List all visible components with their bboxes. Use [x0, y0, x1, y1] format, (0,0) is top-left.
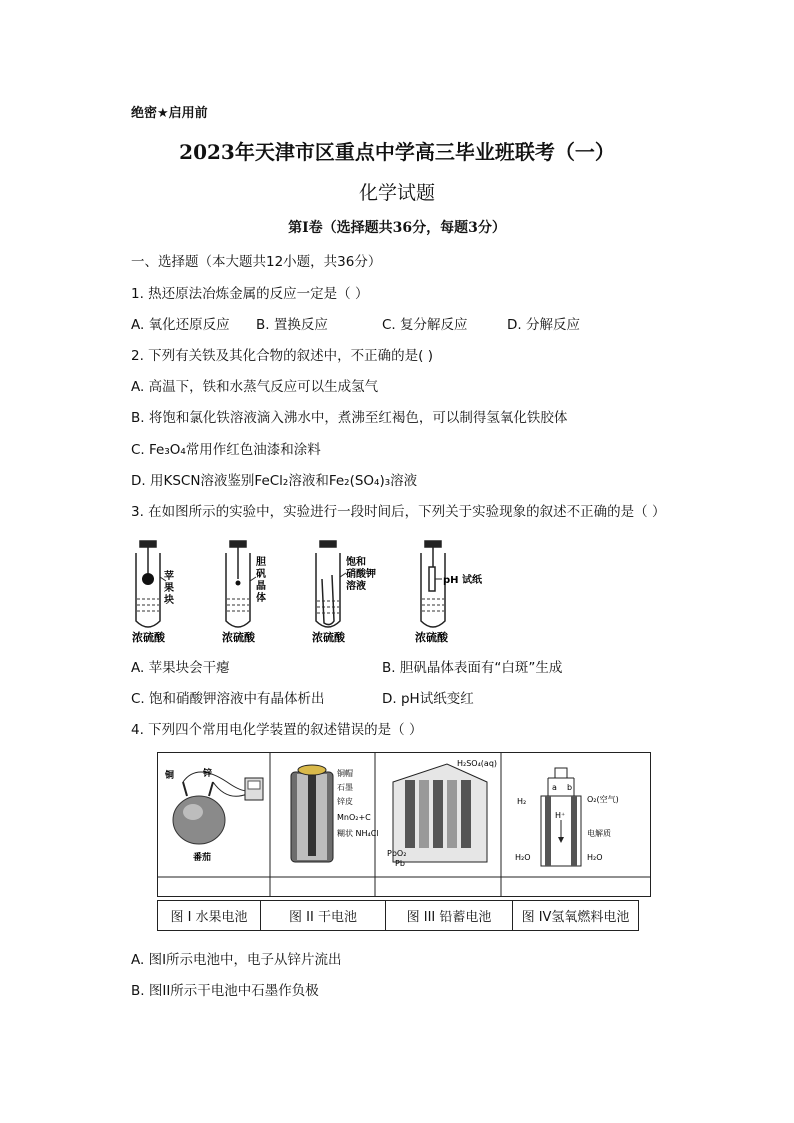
question-2-option-b[interactable]: B. 将饱和氯化铁溶液滴入沸水中，煮沸至红褐色，可以制得氢氧化铁胶体 — [131, 410, 568, 426]
electrochemical-devices-figure — [157, 752, 651, 897]
fuel-hplus-label: H⁺ — [555, 811, 566, 820]
fruit-name-label: 番茄 — [193, 853, 212, 863]
fuel-o2-label: O₂(空气) — [587, 795, 619, 804]
dry-zinc-label: 锌皮 — [337, 797, 353, 806]
caption-fig-1: 图 I 水果电池 — [157, 900, 261, 931]
figure-caption-row — [157, 900, 639, 933]
fruit-copper-label: 铜 — [165, 771, 175, 781]
lead-acid-battery-drawing — [393, 764, 487, 862]
question-2-stem: 2. 下列有关铁及其化合物的叙述中，不正确的是( ) — [131, 348, 433, 364]
fuel-h2-label: H₂ — [517, 797, 527, 806]
tube-2-label: 胆矾晶体 — [256, 557, 266, 604]
section-heading: 一、选择题（本大题共12小题，共36分） — [131, 254, 382, 270]
volume-heading: 第Ⅰ卷（选择题共36分，每题3分） — [288, 220, 506, 236]
question-3-option-b[interactable]: B. 胆矾晶体表面有“白斑”生成 — [382, 660, 563, 676]
tube-3-label: 饱和硝酸钾溶液 — [346, 557, 376, 592]
question-3-stem: 3. 在如图所示的实验中，实验进行一段时间后，下列关于实验现象的叙述不正确的是（ ） — [131, 504, 666, 520]
fuel-h2o-right-label: H₂O — [587, 853, 603, 862]
question-3-option-c[interactable]: C. 饱和硝酸钾溶液中有晶体析出 — [131, 691, 325, 707]
fruit-zinc-label: 锌 — [203, 769, 213, 779]
sulfuric-acid-experiment-figure — [118, 537, 538, 647]
confidential-label: 绝密★启用前 — [131, 106, 208, 121]
exam-title: 2023年天津市区重点中学高三毕业班联考（一） — [179, 140, 615, 164]
apple-piece-icon — [142, 573, 154, 585]
tube-1-label: 苹果块 — [164, 571, 174, 606]
fuel-electrolyte-label: 电解质 — [587, 829, 611, 838]
caption-fig-4: 图 IV氢氧燃料电池 — [512, 900, 639, 931]
dry-cell-drawing — [291, 765, 333, 862]
question-1-option-c[interactable]: C. 复分解反应 — [382, 317, 468, 333]
dry-mno2-label: MnO₂+C — [337, 813, 371, 822]
fuel-h2o-left-label: H₂O — [515, 853, 531, 862]
blue-vitriol-crystal-icon — [236, 581, 241, 586]
dry-cap-label: 铜帽 — [337, 769, 353, 778]
question-2-option-c[interactable]: C. Fe₃O₄常用作红色油漆和涂料 — [131, 442, 321, 458]
tube-1-bottom-label: 浓硫酸 — [132, 631, 165, 644]
caption-fig-2: 图 II 干电池 — [260, 900, 386, 931]
question-4-option-a[interactable]: A. 图I所示电池中，电子从锌片流出 — [131, 952, 342, 968]
fuel-a-label: a — [552, 783, 557, 792]
dry-graphite-label: 石墨 — [337, 783, 353, 792]
question-1-option-a[interactable]: A. 氧化还原反应 — [131, 317, 230, 333]
question-1-option-d[interactable]: D. 分解反应 — [507, 317, 580, 333]
question-3-option-d[interactable]: D. pH试纸变红 — [382, 691, 474, 707]
dry-paste-label: 糊状 NH₄Cl — [337, 829, 379, 838]
question-2-option-d[interactable]: D. 用KSCN溶液鉴别FeCl₂溶液和Fe₂(SO₄)₃溶液 — [131, 473, 418, 489]
question-3-option-a[interactable]: A. 苹果块会干瘪 — [131, 660, 230, 676]
fuel-b-label: b — [567, 783, 573, 792]
question-1-stem: 1. 热还原法冶炼金属的反应一定是（ ） — [131, 286, 369, 302]
tube-4-bottom-label: 浓硫酸 — [415, 631, 448, 644]
tube-3-bottom-label: 浓硫酸 — [312, 631, 345, 644]
caption-fig-3: 图 III 铅蓄电池 — [385, 900, 513, 931]
question-2-option-a[interactable]: A. 高温下，铁和水蒸气反应可以生成氢气 — [131, 379, 379, 395]
lead-acid-electrolyte-label: H₂SO₄(aq) — [457, 759, 498, 768]
question-4-option-b[interactable]: B. 图II所示干电池中石墨作负极 — [131, 983, 319, 999]
exam-subject: 化学试题 — [358, 182, 435, 204]
question-4-stem: 4. 下列四个常用电化学装置的叙述错误的是（ ） — [131, 722, 423, 738]
lead-pb-label: Pb — [395, 859, 405, 868]
fruit-battery-drawing — [173, 772, 263, 844]
tube-4-label: pH 试纸 — [443, 575, 483, 586]
tube-2-bottom-label: 浓硫酸 — [222, 631, 255, 644]
question-1-option-b[interactable]: B. 置换反应 — [256, 317, 328, 333]
lead-pbo2-label: PbO₂ — [387, 849, 407, 858]
